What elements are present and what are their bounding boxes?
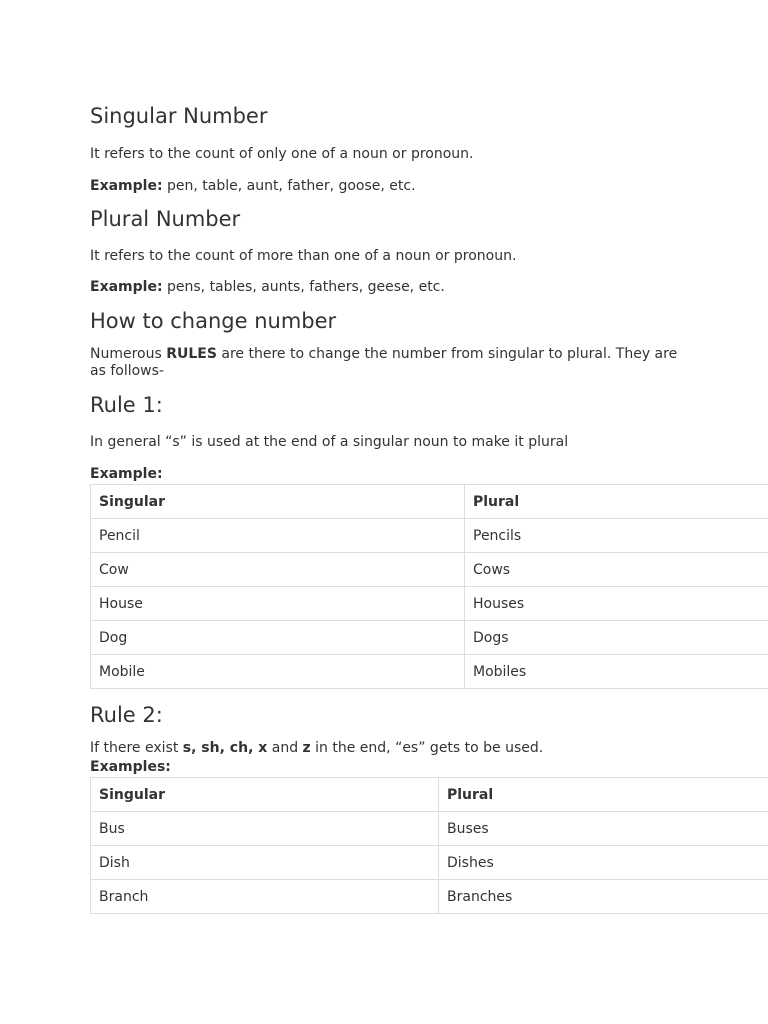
rule2-table-body (91, 778, 768, 914)
rule2-text (90, 740, 543, 757)
change-text-bold: RULES (166, 346, 217, 362)
rule1-table-body (91, 485, 768, 689)
rule2-cell-singular: Dish (91, 846, 439, 880)
singular-example-label: Example: (90, 178, 163, 194)
rule2-header-row (91, 778, 768, 812)
rule2-text-part: If there exist (90, 740, 183, 756)
plural-example-label: Example: (90, 279, 163, 295)
rule1-cell-plural: Houses (465, 587, 768, 621)
table-row (91, 621, 768, 655)
change-number-heading: How to change number (90, 309, 337, 333)
rule1-cell-plural: Dogs (465, 621, 768, 655)
rule2-text-part: s, sh, ch, x (182, 740, 268, 756)
table-row (91, 519, 768, 553)
change-number-text (90, 346, 690, 380)
rule1-example-label (90, 466, 163, 483)
table-row (91, 655, 768, 689)
rule2-header-singular: Singular (91, 778, 439, 812)
singular-definition: It refers to the count of only one of a noun or pronoun. (90, 146, 474, 162)
rule1-text: In general “s” is used at the end of a singular noun to make it plural (90, 434, 569, 450)
rule1-cell-singular: Cow (91, 553, 465, 587)
plural-definition: It refers to the count of more than one of a noun or pronoun. (90, 248, 517, 264)
table-row (91, 846, 768, 880)
plural-heading: Plural Number (90, 207, 241, 231)
rule1-cell-singular: House (91, 587, 465, 621)
rule1-cell-singular: Mobile (91, 655, 465, 689)
rule1-header-plural: Plural (465, 485, 768, 519)
rule1-header-row (91, 485, 768, 519)
rule2-cell-plural: Buses (439, 812, 768, 846)
rule1-cell-singular: Dog (91, 621, 465, 655)
singular-example-text: pen, table, aunt, father, goose, etc. (162, 178, 416, 194)
rule2-cell-singular: Bus (91, 812, 439, 846)
rule2-cell-plural: Dishes (439, 846, 768, 880)
rule2-heading: Rule 2: (90, 703, 163, 727)
rule1-cell-singular: Pencil (91, 519, 465, 553)
rule2-cell-singular: Branch (91, 880, 439, 914)
rule2-header-plural: Plural (439, 778, 768, 812)
rule2-text-part: and (267, 740, 303, 756)
rule2-table (90, 777, 768, 914)
change-text-after: are there to change the number from singular to plural. They are as follows- (90, 346, 678, 379)
rule2-example-label-text: Examples: (90, 759, 171, 775)
rule2-example-label (90, 759, 171, 776)
table-row (91, 880, 768, 914)
rule2-cell-plural: Branches (439, 880, 768, 914)
rule1-table (90, 484, 768, 689)
rule2-text-part: z (302, 740, 311, 756)
rule1-header-singular: Singular (91, 485, 465, 519)
change-text-before: Numerous (90, 346, 167, 362)
rule2-text-part: in the end, “es” gets to be used. (310, 740, 544, 756)
plural-example (90, 279, 445, 296)
rule1-example-label-text: Example: (90, 466, 163, 482)
rule1-heading: Rule 1: (90, 393, 163, 417)
table-row (91, 812, 768, 846)
singular-example (90, 178, 416, 195)
rule1-cell-plural: Cows (465, 553, 768, 587)
rule1-cell-plural: Mobiles (465, 655, 768, 689)
plural-example-text: pens, tables, aunts, fathers, geese, etc. (162, 279, 445, 295)
rule1-cell-plural: Pencils (465, 519, 768, 553)
table-row (91, 553, 768, 587)
singular-heading: Singular Number (90, 104, 268, 128)
table-row (91, 587, 768, 621)
